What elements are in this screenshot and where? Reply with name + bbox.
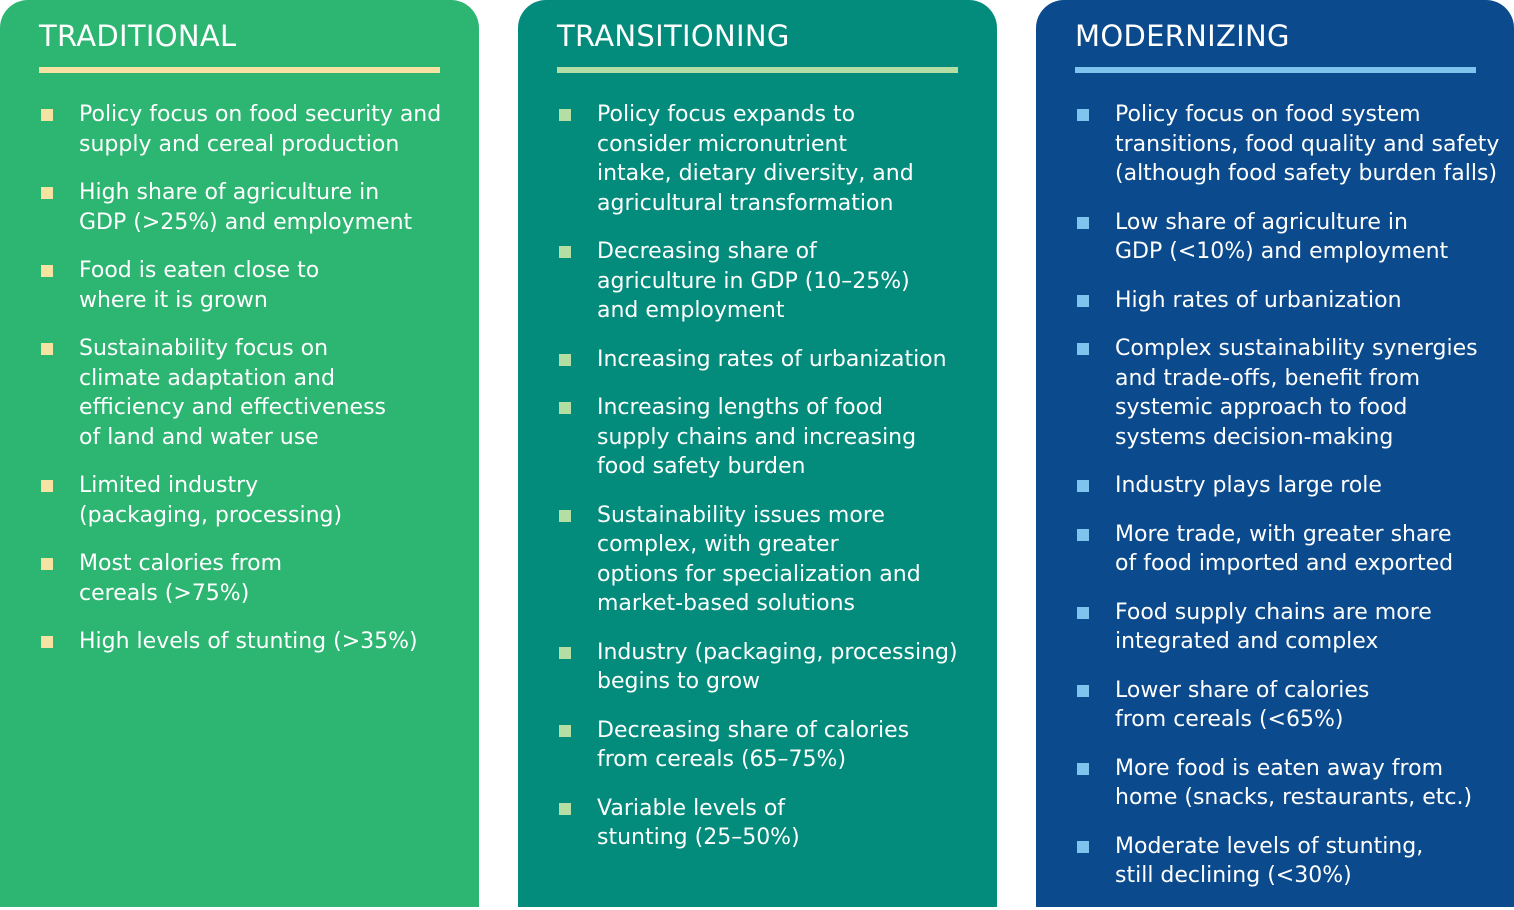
square-bullet-icon xyxy=(1077,529,1089,541)
list-item xyxy=(557,393,987,482)
list-item-text: Decreasing share of calories from cereals (65–75%) xyxy=(597,717,910,772)
square-bullet-icon xyxy=(1077,841,1089,853)
square-bullet-icon xyxy=(41,636,53,648)
list-item xyxy=(1075,520,1505,579)
square-bullet-icon xyxy=(559,354,571,366)
bullet-list xyxy=(39,100,469,676)
list-item xyxy=(39,627,469,657)
list-item-text: Food supply chains are more integrated and complex xyxy=(1115,599,1432,654)
list-item-text: Policy focus on food system transitions, food quality and safety (although food safety burden falls) xyxy=(1115,102,1500,186)
list-item-text: High levels of stunting (>35%) xyxy=(79,629,418,654)
list-item-text: Most calories from cereals (>75%) xyxy=(79,551,283,606)
list-item xyxy=(1075,676,1505,735)
title-divider xyxy=(1075,67,1476,73)
square-bullet-icon xyxy=(559,725,571,737)
list-item-text: Industry plays large role xyxy=(1115,473,1382,498)
bullet-list xyxy=(1075,100,1505,910)
list-item xyxy=(1075,100,1505,189)
list-item xyxy=(557,100,987,218)
panel-traditional xyxy=(0,0,479,907)
list-item-text: Decreasing share of agriculture in GDP (10–25%) and employment xyxy=(597,239,910,323)
square-bullet-icon xyxy=(41,343,53,355)
list-item-text: Increasing lengths of food supply chains and increasing food safety burden xyxy=(597,395,917,479)
list-item-text: Industry (packaging, processing) begins to grow xyxy=(597,639,958,694)
list-item xyxy=(557,345,987,375)
list-item xyxy=(557,716,987,775)
panel-title: TRANSITIONING xyxy=(557,19,790,53)
list-item xyxy=(557,638,987,697)
list-item-text: Sustainability focus on climate adaptation and efficiency and effectiveness of land and water use xyxy=(79,336,387,450)
list-item-text: Variable levels of stunting (25–50%) xyxy=(597,795,800,850)
list-item-text: Increasing rates of urbanization xyxy=(597,346,947,372)
square-bullet-icon xyxy=(41,187,53,199)
square-bullet-icon xyxy=(559,402,571,414)
title-divider xyxy=(39,67,440,73)
list-item-text: Food is eaten close to where it is grown xyxy=(79,258,320,313)
square-bullet-icon xyxy=(1077,607,1089,619)
square-bullet-icon xyxy=(1077,480,1089,492)
list-item xyxy=(557,501,987,619)
square-bullet-icon xyxy=(1077,343,1089,355)
panel-title: TRADITIONAL xyxy=(39,19,237,53)
list-item-text: High rates of urbanization xyxy=(1115,287,1402,313)
panel-title: MODERNIZING xyxy=(1075,19,1290,53)
list-item xyxy=(557,794,987,853)
square-bullet-icon xyxy=(1077,109,1089,121)
list-item xyxy=(557,237,987,326)
square-bullet-icon xyxy=(559,803,571,815)
list-item-text: Policy focus on food security and supply and cereal production xyxy=(79,102,442,157)
bullet-list xyxy=(557,100,987,872)
square-bullet-icon xyxy=(41,265,53,277)
list-item xyxy=(39,256,469,315)
list-item-text: Policy focus expands to consider micronutrient intake, dietary diversity, and agricultural transformation xyxy=(597,102,914,216)
square-bullet-icon xyxy=(559,647,571,659)
list-item xyxy=(1075,754,1505,813)
square-bullet-icon xyxy=(559,109,571,121)
square-bullet-icon xyxy=(41,480,53,492)
list-item xyxy=(39,334,469,452)
square-bullet-icon xyxy=(1077,763,1089,775)
list-item-text: High share of agriculture in GDP (>25%) and employment xyxy=(79,180,413,235)
list-item-text: Complex sustainability synergies and trade-offs, benefit from systemic approach to food systems decision-making xyxy=(1115,336,1478,450)
list-item-text: Moderate levels of stunting, still declining (<30%) xyxy=(1115,833,1424,888)
list-item-text: Sustainability issues more complex, with greater options for specialization and market-based solutions xyxy=(597,502,921,616)
list-item xyxy=(1075,208,1505,267)
list-item xyxy=(1075,471,1505,501)
list-item xyxy=(1075,334,1505,452)
square-bullet-icon xyxy=(559,246,571,258)
list-item-text: Limited industry (packaging, processing) xyxy=(79,473,343,528)
square-bullet-icon xyxy=(1077,685,1089,697)
panel-transitioning xyxy=(518,0,997,907)
list-item-text: Lower share of calories from cereals (<65%) xyxy=(1115,677,1370,732)
square-bullet-icon xyxy=(1077,295,1089,307)
square-bullet-icon xyxy=(559,510,571,522)
list-item xyxy=(39,100,469,159)
list-item xyxy=(1075,598,1505,657)
square-bullet-icon xyxy=(1077,217,1089,229)
list-item-text: More food is eaten away from home (snacks, restaurants, etc.) xyxy=(1115,755,1473,810)
list-item xyxy=(1075,832,1505,891)
square-bullet-icon xyxy=(41,109,53,121)
list-item xyxy=(1075,286,1505,316)
list-item xyxy=(39,471,469,530)
square-bullet-icon xyxy=(41,558,53,570)
title-divider xyxy=(557,67,958,73)
list-item-text: More trade, with greater share of food imported and exported xyxy=(1115,521,1454,576)
list-item xyxy=(39,178,469,237)
list-item-text: Low share of agriculture in GDP (<10%) and employment xyxy=(1115,209,1449,264)
list-item xyxy=(39,549,469,608)
panel-modernizing xyxy=(1036,0,1514,907)
